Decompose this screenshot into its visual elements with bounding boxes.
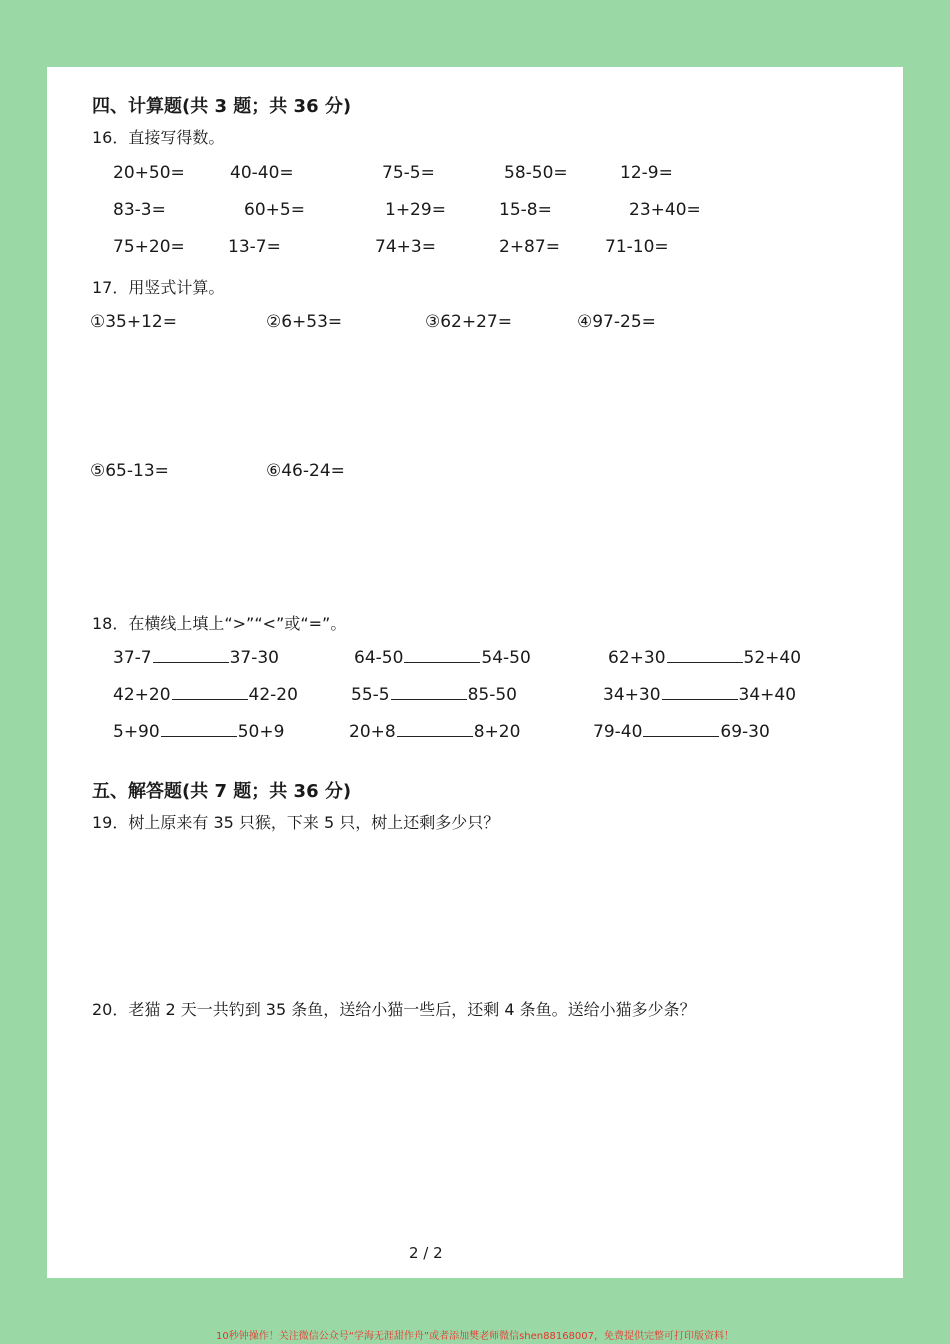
q18-right: 50+9: [237, 722, 285, 742]
page-number: 2 / 2: [409, 1244, 443, 1262]
question-18-prompt: 18．在横线上填上“>”“<”或“=”。: [92, 614, 347, 633]
q17-item: ⑤65-13=: [90, 461, 169, 481]
q16-expr: 40-40=: [230, 163, 294, 183]
question-16-prompt: 16．直接写得数。: [92, 128, 225, 147]
q16-expr: 83-3=: [113, 200, 166, 220]
q18-comparison: [608, 648, 801, 668]
q18-right: 54-50: [481, 648, 531, 668]
q18-left: 55-5: [351, 685, 390, 705]
q18-left: 42+20: [113, 685, 171, 705]
q17-item: ⑥46-24=: [266, 461, 345, 481]
answer-blank[interactable]: [643, 735, 719, 737]
q16-expr: 71-10=: [605, 237, 669, 257]
answer-blank[interactable]: [404, 661, 480, 663]
q16-expr: 1+29=: [385, 200, 446, 220]
q18-comparison: [354, 648, 531, 668]
q18-right: 34+40: [738, 685, 797, 705]
q18-right: 8+20: [473, 722, 521, 742]
q18-left: 37-7: [113, 648, 152, 668]
q16-expr: 12-9=: [620, 163, 673, 183]
q18-right: 37-30: [229, 648, 279, 668]
q17-item: ③62+27=: [425, 312, 512, 332]
q18-left: 34+30: [603, 685, 661, 705]
q16-expr: 74+3=: [375, 237, 436, 257]
q18-right: 52+40: [743, 648, 802, 668]
q16-expr: 60+5=: [244, 200, 305, 220]
q18-right: 85-50: [467, 685, 517, 705]
q17-item: ④97-25=: [577, 312, 656, 332]
section-4-title: 四、计算题(共 3 题；共 36 分): [92, 96, 352, 117]
q18-comparison: [349, 722, 520, 742]
q16-expr: 75-5=: [382, 163, 435, 183]
q18-left: 64-50: [354, 648, 404, 668]
q18-comparison: [603, 685, 796, 705]
footer-promo-text: 10秒钟操作！关注微信公众号“学海无涯甜作舟”或者添加樊老师微信shen88168007，免费提供完整可打印版资料！: [215, 1331, 735, 1342]
q17-item: ①35+12=: [90, 312, 177, 332]
answer-blank[interactable]: [153, 661, 229, 663]
q16-expr: 13-7=: [228, 237, 281, 257]
q18-left: 62+30: [608, 648, 666, 668]
q16-expr: 75+20=: [113, 237, 185, 257]
question-17-prompt: 17．用竖式计算。: [92, 278, 225, 297]
q18-comparison: [113, 685, 298, 705]
question-19: 19．树上原来有 35 只猴，下来 5 只，树上还剩多少只？: [92, 813, 500, 832]
q16-expr: 23+40=: [629, 200, 701, 220]
q18-left: 20+8: [349, 722, 396, 742]
section-5-title: 五、解答题(共 7 题；共 36 分): [92, 781, 352, 802]
q17-item: ②6+53=: [266, 312, 343, 332]
answer-blank[interactable]: [397, 735, 473, 737]
answer-blank[interactable]: [667, 661, 743, 663]
answer-blank[interactable]: [161, 735, 237, 737]
question-20: 20．老猫 2 天一共钓到 35 条鱼，送给小猫一些后，还剩 4 条鱼。送给小猫多少条？: [92, 1000, 696, 1019]
answer-blank[interactable]: [662, 698, 738, 700]
q18-left: 5+90: [113, 722, 160, 742]
worksheet-page: [47, 67, 903, 1278]
q18-comparison: [593, 722, 770, 742]
answer-blank[interactable]: [391, 698, 467, 700]
q16-expr: 58-50=: [504, 163, 568, 183]
q18-comparison: [113, 648, 279, 668]
q18-comparison: [351, 685, 517, 705]
q16-expr: 20+50=: [113, 163, 185, 183]
answer-blank[interactable]: [172, 698, 248, 700]
q16-expr: 2+87=: [499, 237, 560, 257]
q18-comparison: [113, 722, 284, 742]
q16-expr: 15-8=: [499, 200, 552, 220]
q18-left: 79-40: [593, 722, 643, 742]
q18-right: 69-30: [720, 722, 770, 742]
q18-right: 42-20: [248, 685, 298, 705]
